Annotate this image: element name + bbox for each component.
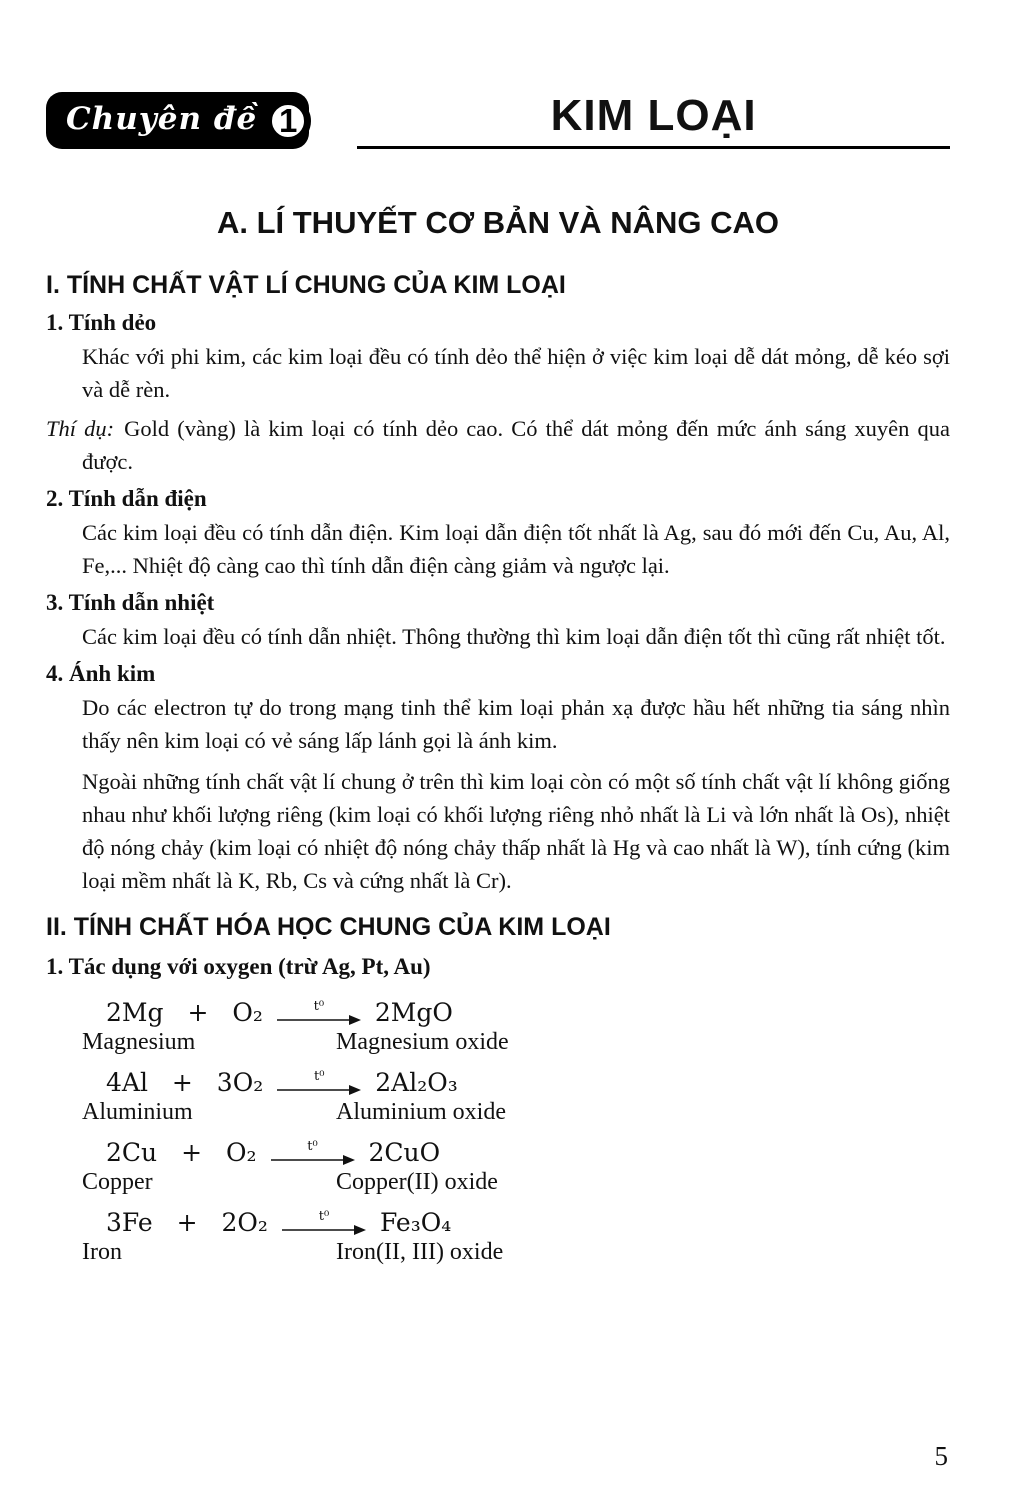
item-2-body: Các kim loại đều có tính dẫn điện. Kim loại dẫn điện tốt nhất là Ag, sau đó mới đến Cu, Au, Al, Fe,... Nhiệt độ càng cao thì tính dẫn điện càng giảm và ngược lại. (82, 520, 950, 578)
product-name: Iron(II, III) oxide (336, 1239, 504, 1265)
product-name: Copper(II) oxide (336, 1169, 498, 1195)
equation-block (46, 1068, 950, 1126)
equation-row (106, 1208, 950, 1237)
page-number: 5 (934, 1441, 948, 1471)
product-name: Magnesium oxide (336, 1029, 509, 1055)
equation-row (106, 998, 950, 1027)
item-1-body: Khác với phi kim, các kim loại đều có tính dẻo thể hiện ở việc kim loại dễ dát mỏng, dễ kéo sợi và dễ rèn. (82, 344, 950, 402)
equation-names (82, 1099, 950, 1126)
equation-block (46, 1208, 950, 1266)
equation-block (46, 1138, 950, 1196)
item-4-body: Do các electron tự do trong mạng tinh thể kim loại phản xạ được hầu hết những tia sáng nhìn thấy nên kim loại có vẻ sáng lấp lánh gọi là ánh kim. (82, 695, 950, 753)
section-1-heading: I. TÍNH CHẤT VẬT LÍ CHUNG CỦA KIM LOẠI (46, 271, 566, 299)
chapter-badge (46, 92, 311, 149)
item-2-heading: 2. Tính dẫn điện (46, 486, 207, 511)
product-formula: 2Al₂O₃ (375, 1068, 458, 1097)
reactant-name: Magnesium (82, 1029, 196, 1055)
section-2-sub-heading: 1. Tác dụng với oxygen (trừ Ag, Pt, Au) (46, 954, 431, 979)
doc-header (46, 92, 950, 149)
item-1-heading: 1. Tính dẻo (46, 310, 157, 335)
equation-condition: t⁰ (313, 998, 325, 1014)
product-name: Aluminium oxide (336, 1099, 506, 1125)
reaction-arrow-icon (277, 1070, 361, 1096)
chapter-number-circle: 1 (265, 98, 311, 144)
equation-names (82, 1239, 950, 1266)
item-3-body: Các kim loại đều có tính dẫn nhiệt. Thông thường thì kim loại dẫn điện tốt thì cũng rất nhiệt tốt. (82, 624, 946, 649)
reactant-formula: 4Al + 3O₂ (106, 1068, 264, 1097)
product-formula: 2MgO (374, 998, 453, 1027)
product-formula: Fe₃O₄ (379, 1208, 452, 1237)
section-2-heading: II. TÍNH CHẤT HÓA HỌC CHUNG CỦA KIM LOẠI (46, 913, 611, 941)
product-formula: 2CuO (368, 1138, 441, 1167)
item-4-heading: 4. Ánh kim (46, 661, 156, 686)
equation-condition: t⁰ (307, 1138, 318, 1154)
main-heading: A. LÍ THUYẾT CƠ BẢN VÀ NÂNG CAO (216, 205, 780, 240)
chapter-badge-label: Chuyên đề (46, 92, 309, 149)
equation-row (106, 1068, 950, 1097)
reactant-formula: 2Mg + O₂ (106, 998, 263, 1027)
closing-paragraph: Ngoài những tính chất vật lí chung ở trên thì kim loại còn có một số tính chất vật lí không giống nhau như khối lượng riêng (kim loại có khối lượng riêng nhỏ nhất là Li và lớn nhất là Os), nhiệt độ nóng chảy (kim loại có nhiệt độ nóng chảy thấp nhất là Hg và cao nhất là W), tính cứng (kim loại mềm nhất là K, Rb, Cs và cứng nhất là Cr). (82, 769, 950, 893)
equation-row (106, 1138, 950, 1167)
page-title: KIM LOẠI (550, 91, 757, 140)
reactant-name: Iron (82, 1239, 122, 1265)
example-text: Gold (vàng) là kim loại có tính dẻo cao. Có thể dát mỏng đến mức ánh sáng xuyên qua được. (82, 416, 950, 474)
equation-condition: t⁰ (318, 1208, 330, 1224)
reactant-name: Copper (82, 1169, 153, 1195)
reactant-formula: 3Fe + 2O₂ (106, 1208, 268, 1237)
reaction-arrow-icon (282, 1210, 366, 1236)
title-underline (357, 91, 950, 149)
example-paragraph (46, 412, 950, 478)
equation-condition: t⁰ (314, 1068, 325, 1084)
reaction-arrow-icon (277, 1000, 361, 1026)
equation-names (82, 1029, 950, 1056)
reaction-arrow-icon (271, 1140, 355, 1166)
equation-block (46, 998, 950, 1056)
example-label: Thí dụ: (46, 416, 115, 441)
equation-names (82, 1169, 950, 1196)
reactant-name: Aluminium (82, 1099, 193, 1125)
reactant-formula: 2Cu + O₂ (106, 1138, 257, 1167)
item-3-heading: 3. Tính dẫn nhiệt (46, 590, 215, 615)
